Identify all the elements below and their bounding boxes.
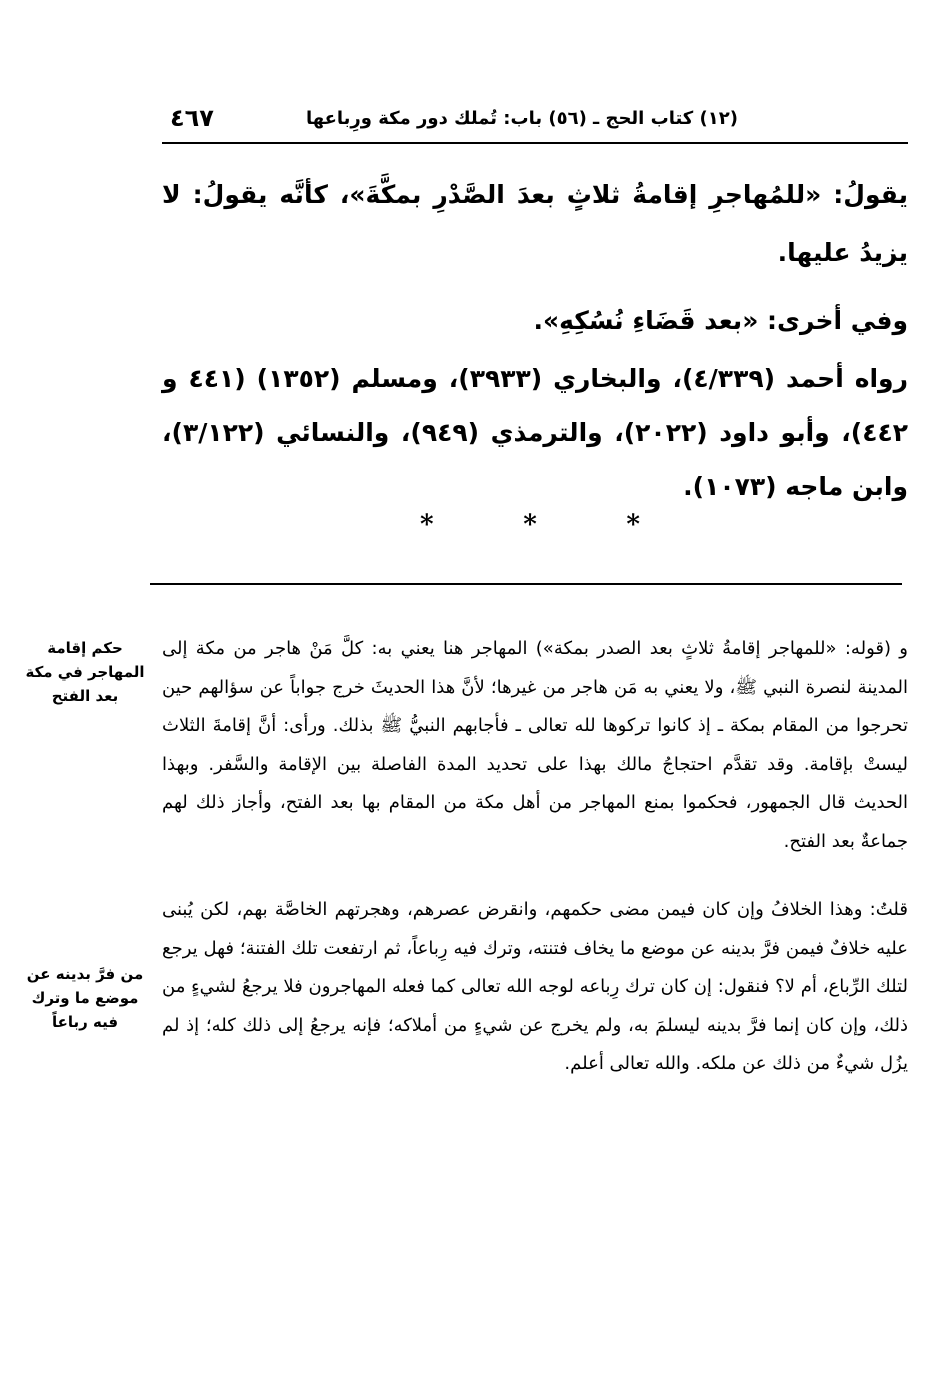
hadith-sources: رواه أحمد (٤/٣٣٩)، والبخاري (٣٩٣٣)، ومسلم (١٣٥٢) (٤٤١ و ٤٤٢)، وأبو داود (٢٠٢٢)، والترمذي (٩٤٩)، والنسائي (٣/١٢٢)، وابن ماجه (١٠٧٣). [162, 364, 908, 501]
commentary-paragraph: و (قوله: «للمهاجر إقامةُ ثلاثٍ بعد الصدر بمكة») المهاجر هنا يعني به: كلَّ مَنْ هاجر من مكة إلى المدينة لنصرة النبي ﷺ، ولا يعني به مَن هاجر من غيرها؛ لأنَّ هذا الحديثَ خرج جواباً عن سؤالهم حين تحرجوا من المقام بمكة ـ إذ كانوا تركوها لله تعالى ـ فأجابهم النبيُّ ﷺ بذلك. ورأى: أنَّ إقامةَ الثلاث ليستْ بإقامة. وقد تقدَّم احتجاجُ مالك بهذا على تحديد المدة الفاصلة بين الإقامة والسَّفر. وبهذا الحديث قال الجمهور، فحكموا بمنع المهاجر من أهل مكة من المقام بها بعد الفتح، وأجاز ذلك لهم جماعةٌ بعد الفتح. [162, 638, 908, 852]
header-rule [162, 142, 908, 144]
star-ornament: * [626, 510, 640, 540]
page-header [162, 100, 908, 144]
running-title: (١٢) كتاب الحج ـ (٥٦) باب: تُملك دور مكة ورِباعها [305, 108, 738, 129]
star-ornament: * [420, 510, 434, 540]
hadith-paragraph: يقولُ: «للمُهاجرِ إقامةُ ثلاثٍ بعدَ الصَّدْرِ بمكَّةَ»، كأنَّه يقولُ: لا يزيدُ عليها. [162, 180, 908, 267]
star-ornament: * [523, 510, 537, 540]
page-number: ٤٦٧ [170, 104, 214, 132]
commentary-text [162, 630, 908, 1084]
margin-note: حكم إقامة المهاجر في مكة بعد الفتح [25, 639, 145, 705]
section-rule [150, 583, 902, 585]
hadith-text [162, 166, 908, 514]
hadith-paragraph: وفي أخرى: «بعد قَضَاءِ نُسُكِهِ». [533, 306, 908, 335]
section-separator-stars [420, 510, 640, 540]
commentary-paragraph: قلتُ: وهذا الخلافُ وإن كان فيمن مضى حكمهم، وانقرض عصرهم، وهجرتهم الخاصَّة بهم، لكن يُبنى عليه خلافٌ فيمن فرَّ بدينه عن موضع ما يخاف فتنته، وترك فيه رِباعاً، ثم ارتفعت تلك الفتنة؛ فهل يرجع لتلك الرِّباع، أم لا؟ فنقول: إن كان ترك رِباعه لوجه الله تعالى كما فعله المهاجرون فلا يرجعُ لشيءٍ من ذلك، وإن كان إنما فرَّ بدينه ليسلمَ به، ولم يخرج عن شيءٍ من أملاكه؛ فإنه يرجعُ إلى ذلك كله؛ إذ لم يزُل شيءٌ من ذلك عن ملكه. والله تعالى أعلم. [162, 899, 908, 1074]
margin-note: من فرَّ بدينه عن موضع ما وترك فيه رباعاً [26, 965, 144, 1031]
